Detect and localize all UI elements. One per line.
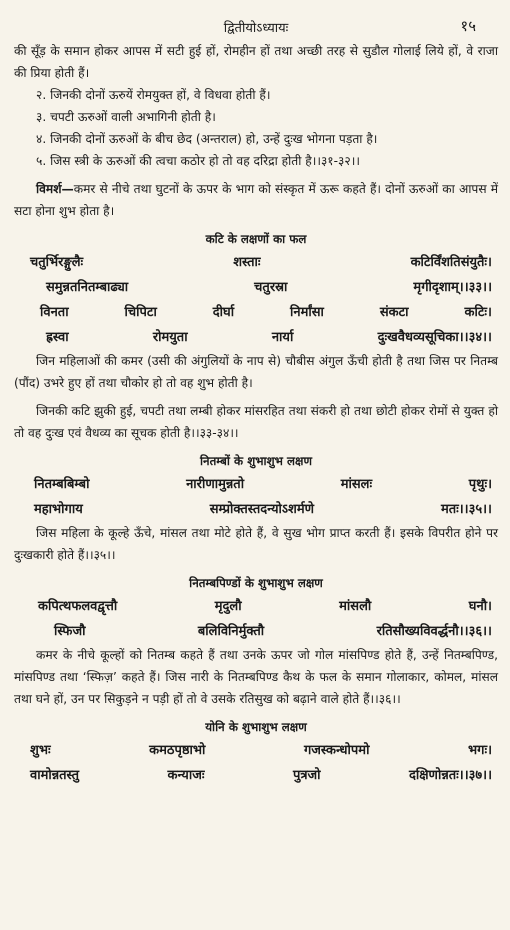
verse-word: नितम्बबिम्बो <box>34 477 90 492</box>
verse-word: मांसलः <box>340 477 373 492</box>
sanskrit-verse <box>14 472 498 522</box>
verse-word: नारीणामुन्नतो <box>186 477 245 492</box>
verse-word: शुभः <box>30 743 51 758</box>
verse-word: ह्रस्वा <box>46 330 69 345</box>
verse-word: कन्याजः <box>167 768 205 783</box>
list-item: ४. जिनकी दोनों ऊरुओं के बीच छेद (अन्तराल) हो, उन्हें दुःख भोगना पड़ता है। <box>36 132 378 146</box>
verse-word: बलिविनिर्मुक्तौ <box>197 624 265 639</box>
verse-line <box>20 275 492 300</box>
verse-word: घनौ। <box>468 599 492 614</box>
verse-word: संकटा <box>379 305 409 320</box>
verse-word: मांसलौ <box>339 599 372 614</box>
section-heading: नितम्बपिण्डों के शुभाशुभ लक्षण <box>189 576 323 590</box>
verse-word: मृदुलौ <box>214 599 242 614</box>
vimarsh-text: कमर से नीचे तथा घुटनों के ऊपर के भाग को संस्कृत में ऊरू कहते हैं। दोनों ऊरुओं का आपस में सटा होना शुभ होता है। <box>14 182 498 218</box>
verse-word: मृगीदृशाम्।।३३।। <box>413 280 492 295</box>
verse-word: चतुरस्रा <box>254 280 288 295</box>
verse-word: वामोन्नतस्तु <box>30 768 80 783</box>
verse-word: कपित्थफलवद्वृत्तौ <box>38 599 118 614</box>
verse-line <box>20 594 492 619</box>
verse-word: नार्या <box>271 330 294 345</box>
verse-word: चतुर्भिरङ्गुलैः <box>30 255 84 270</box>
paragraph: जिनकी कटि झुकी हुई, चपटी तथा लम्बी होकर मांसरहित तथा संकरी हो तथा छोटी होकर रोमों से युक्त हो तो वह दुःख एवं वैधव्य का सूचक होती है।।३३-३४।। <box>14 404 498 440</box>
list-item: २. जिनकी दोनों ऊरुयें रोमयुक्त हों, वे विधवा होती हैं। <box>36 88 271 102</box>
section-heading: कटि के लक्षणों का फल <box>205 232 307 246</box>
verse-word: विनता <box>40 305 69 320</box>
verse-line <box>20 738 492 763</box>
paragraph: जिस महिला के कूल्हे ऊँचे, मांसल तथा मोटे होते हैं, वे सुख भोग प्राप्त करती हैं। इसके विपरीत होने पर दुःखकारी होते हैं।।३५।। <box>14 526 498 562</box>
verse-word: कमठपृष्ठाभो <box>149 743 206 758</box>
section-heading: नितम्बों के शुभाशुभ लक्षण <box>199 454 312 468</box>
verse-word: सम्प्रोक्तस्तदन्योऽशर्मणे <box>209 502 314 517</box>
sanskrit-verse <box>14 594 498 644</box>
vimarsh-label: विमर्श— <box>36 182 74 196</box>
verse-word: समुन्नतनितम्बाढ्या <box>46 280 129 295</box>
verse-line <box>20 325 492 350</box>
verse-word: दक्षिणोन्नतः।।३७।। <box>408 768 492 783</box>
verse-word: पृथुः। <box>468 477 492 492</box>
verse-word: कटिर्विंशतिसंयुतैः। <box>410 255 492 270</box>
verse-word: निर्मांसा <box>290 305 324 320</box>
paragraph: की सूँड़ के समान होकर आपस में सटी हुई हों, रोमहीन हों तथा अच्छी तरह से सुडौल गोलाई लिये हों, वे राजा की प्रिया होती हैं। <box>14 44 498 80</box>
verse-word: शस्ताः <box>233 255 261 270</box>
running-header <box>14 16 498 40</box>
verse-word: दुःखवैधव्यसूचिका।।३४।। <box>377 330 492 345</box>
verse-word: रोमयुता <box>152 330 188 345</box>
verse-word: मतः।।३५।। <box>440 502 492 517</box>
verse-line <box>20 250 492 275</box>
verse-line <box>20 300 492 325</box>
verse-word: रतिसौख्यविवर्द्धनौ।।३६।। <box>376 624 492 639</box>
paragraph: कमर के नीचे कूल्हों को नितम्ब कहते हैं तथा उनके ऊपर जो गोल मांसपिण्ड होते हैं, उन्हें नितम्बपिण्ड, मांसपिण्ड तथा ‘स्फिज़’ कहते हैं। जिस नारी के नितम्बपिण्ड कैथ के फल के समान गोलाकार, कोमल, मांसल तथा घने हों, उन पर सिकुड़ने न पड़ी हों तो वे उसके रतिसुख को बढ़ाने वाले होते हैं।।३६।। <box>14 648 498 706</box>
verse-word: कटिः। <box>464 305 492 320</box>
verse-word: भगः। <box>467 743 492 758</box>
list-item: ५. जिस स्त्री के ऊरुओं की त्वचा कठोर हो तो वह दरिद्रा होती है।।३१-३२।। <box>36 154 360 168</box>
vimarsh-paragraph <box>14 178 498 222</box>
verse-word: महाभोगाय <box>34 502 83 517</box>
chapter-title: द्वितीयोऽध्यायः <box>223 21 289 36</box>
verse-line <box>20 619 492 644</box>
verse-line <box>20 497 492 522</box>
verse-line <box>20 763 492 788</box>
verse-word: गजस्कन्धोपमो <box>303 743 370 758</box>
verse-line <box>20 472 492 497</box>
paragraph: जिन महिलाओं की कमर (उसी की अंगुलियों के नाप से) चौबीस अंगुल ऊँची होती है तथा जिस पर नितम्ब (पौंद) उभरे हुए हों तथा चौकोर हो तो वह शुभ होती है। <box>14 354 498 390</box>
sanskrit-verse <box>14 250 498 350</box>
page-number: १५ <box>460 17 476 35</box>
verse-word: चिपिटा <box>124 305 157 320</box>
sanskrit-verse <box>14 738 498 788</box>
verse-word: स्फिजौ <box>54 624 86 639</box>
list-item: ३. चपटी ऊरुओं वाली अभागिनी होती है। <box>36 110 216 124</box>
section-heading: योनि के शुभाशुभ लक्षण <box>205 720 307 734</box>
verse-word: पुत्रजो <box>292 768 321 783</box>
verse-word: दीर्घा <box>212 305 235 320</box>
